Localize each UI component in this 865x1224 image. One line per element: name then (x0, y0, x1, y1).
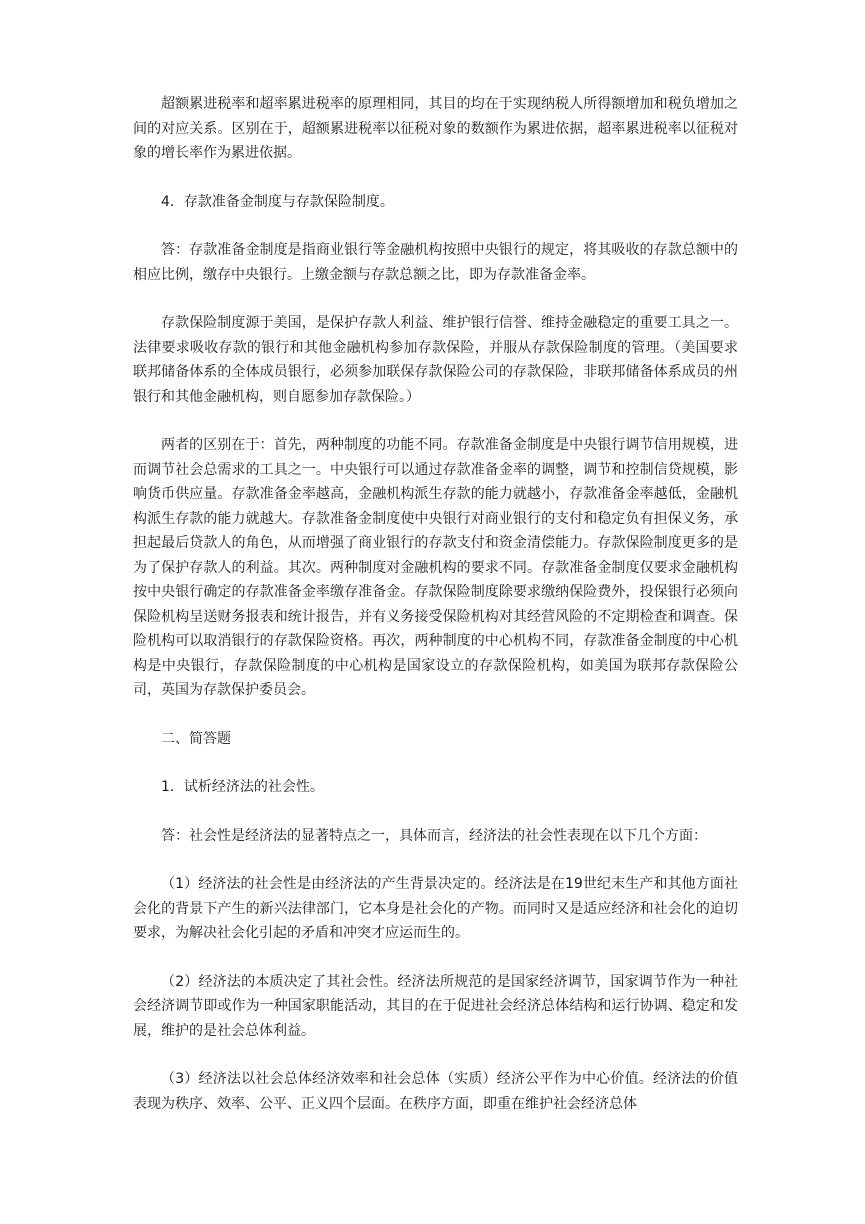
section-heading-short-answer: 二、简答题 (161, 730, 231, 747)
paragraph-point-2: （2）经济法的本质决定了其社会性。经济法所规范的是国家经济调节，国家调节作为一种社会经济调节即或作为一种国家职能活动，其目的在于促进社会经济总体结构和运行协调、稳定和发展，维护的是社会总体利益。 (133, 973, 738, 1039)
paragraph-differences: 两者的区别在于：首先，两种制度的功能不同。存款准备金制度是中央银行调节信用规模，进而调节社会总需求的工具之一。中央银行可以通过存款准备金率的调整，调节和控制信贷规模，影响货币供应量。存款准备金率越高，金融机构派生存款的能力就越小，存款准备金率越低，金融机构派生存款的能力就越大。存款准备金制度使中央银行对商业银行的支付和稳定负有担保义务，承担起最后贷款人的角色，从而增强了商业银行的存款支付和资金清偿能力。存款保险制度更多的是为了保护存款人的利益。其次。两种制度对金融机构的要求不同。存款准备金制度仅要求金融机构按中央银行确定的存款准备金率缴存准备金。存款保险制度除要求缴纳保险费外，投保银行必须向保险机构呈送财务报表和统计报告，并有义务接受保险机构对其经营风险的不定期检查和调查。保险机构可以取消银行的存款保险资格。再次，两种制度的中心机构不同，存款准备金制度的中心机构是中央银行，存款保险制度的中心机构是国家设立的存款保险机构，如美国为联邦存款保险公司，英国为存款保护委员会。 (133, 437, 738, 698)
paragraph-answer-intro: 答：社会性是经济法的显著特点之一，具体而言，经济法的社会性表现在以下几个方面： (161, 827, 707, 844)
document-body (133, 92, 738, 1116)
question-1-title: 1．试析经济法的社会性。 (161, 779, 324, 795)
question-4-title: 4．存款准备金制度与存款保险制度。 (161, 193, 394, 210)
paragraph-point-1: （1）经济法的社会性是由经济法的产生背景决定的。经济法是在19世纪末生产和其他方面社会化的背景下产生的新兴法律部门，它本身是社会化的产物。而同时又是适应经济和社会化的迫切要求，为解决社会化引起的矛盾和冲突才应运而生的。 (133, 876, 738, 941)
paragraph-progressive-tax: 超额累进税率和超率累进税率的原理相同，其目的均在于实现纳税人所得额增加和税负增加之间的对应关系。区别在于，超额累进税率以征税对象的数额作为累进依据，超率累进税率以征税对象的增长率作为累进依据。 (133, 96, 738, 161)
paragraph-point-3: （3）经济法以社会总体经济效率和社会总体（实质）经济公平作为中心价值。经济法的价值表现为秩序、效率、公平、正义四个层面。在秩序方面，即重在维护社会经济总体 (133, 1071, 738, 1112)
paragraph-deposit-insurance: 存款保险制度源于美国，是保护存款人利益、维护银行信誉、维持金融稳定的重要工具之一。法律要求吸收存款的银行和其他金融机构参加存款保险，并服从存款保险制度的管理。（美国要求联邦储备体系的全体成员银行，必须参加联保存款保险公司的存款保险，非联邦储备体系成员的州银行和其他金融机构，则自愿参加存款保险。） (133, 315, 738, 405)
paragraph-reserve-definition: 答：存款准备金制度是指商业银行等金融机构按照中央银行的规定，将其吸收的存款总额中的相应比例，缴存中央银行。上缴金额与存款总额之比，即为存款准备金率。 (133, 242, 738, 283)
